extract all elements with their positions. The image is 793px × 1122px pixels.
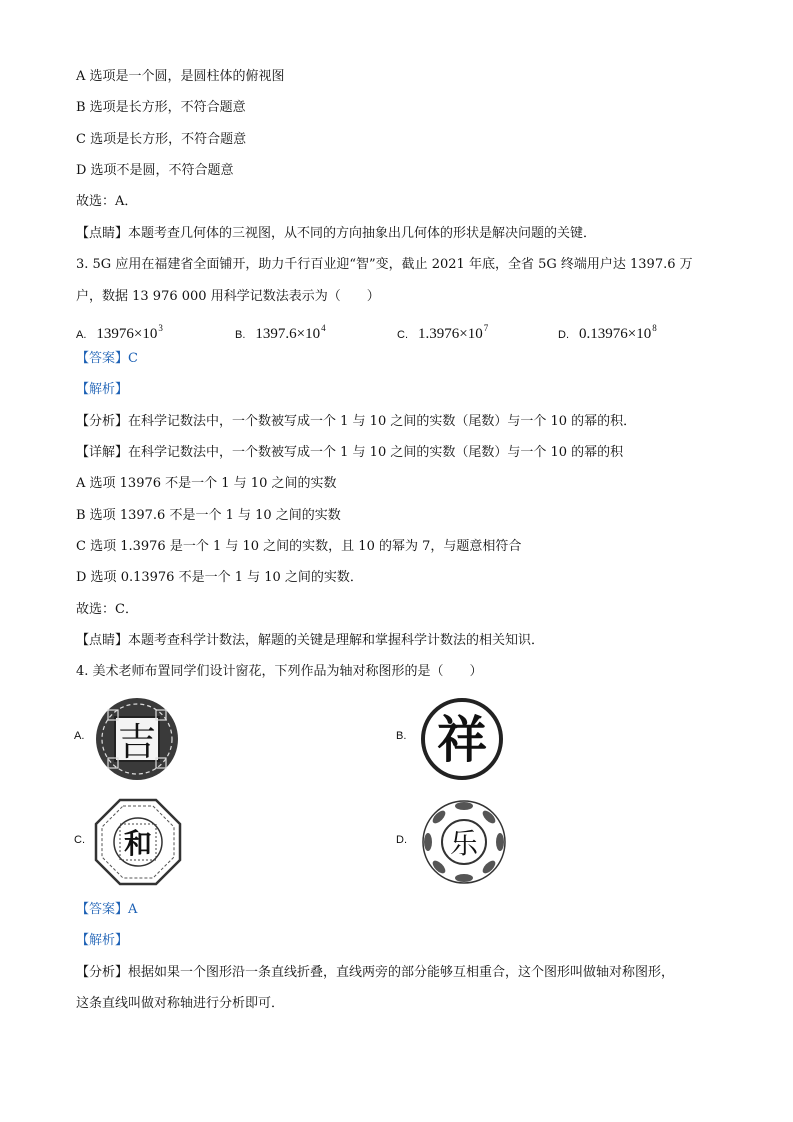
q3-option-d-label: D. — [558, 329, 569, 341]
q4-option-c-char: 和 — [123, 827, 153, 860]
q3-analysis-heading: 【解析】 — [76, 382, 129, 397]
q4-option-d-image — [420, 798, 508, 886]
question-3-line1: 3. 5G 应用在福建省全面铺开，助力千行百业迎“智”变，截止 2021 年底，全省 5G 终端用户达 1397.6 万 — [76, 257, 693, 272]
q4-option-b-char: 祥 — [437, 710, 487, 769]
q3-comment: 【点睛】本题考查科学计数法，解题的关键是理解和掌握科学计数法的相关知识． — [76, 633, 545, 648]
q3-option-c — [397, 318, 488, 345]
q3-option-c-label: C. — [397, 329, 408, 341]
q3-choice: 故选：C． — [76, 602, 138, 617]
line-comment: 【点睛】本题考查几何体的三视图，从不同的方向抽象出几何体的形状是解决问题的关键． — [76, 226, 597, 241]
line-b-option: B 选项是长方形，不符合题意 — [76, 100, 246, 115]
q4-answer: 【答案】A — [76, 902, 138, 917]
q4-analysis-line2: 这条直线叫做对称轴进行分析即可． — [76, 996, 285, 1011]
question-4: 4. 美术老师布置同学们设计窗花，下列作品为轴对称图形的是（ ） — [76, 664, 483, 679]
line-choice: 故选：A． — [76, 194, 138, 209]
q3-option-b — [235, 318, 326, 345]
q4-analysis-heading: 【解析】 — [76, 933, 129, 948]
q3-option-b-label: B. — [235, 329, 246, 341]
q4-option-c-image — [94, 798, 182, 886]
q3-option-a — [76, 318, 163, 345]
q4-option-c-label: C. — [74, 834, 85, 846]
q3-option-a-label: A. — [76, 329, 87, 341]
q4-option-b-image — [420, 697, 504, 781]
q3-detail-c: C 选项 1.3976 是一个 1 与 10 之间的实数，且 10 的幂为 7，与题意相符合 — [76, 539, 522, 554]
line-a-option: A 选项是一个圆，是圆柱体的俯视图 — [76, 69, 285, 84]
line-d-option: D 选项不是圆，不符合题意 — [76, 163, 234, 178]
q4-option-a-label: A. — [74, 730, 85, 742]
q3-detail-d: D 选项 0.13976 不是一个 1 与 10 之间的实数． — [76, 570, 363, 585]
q3-analysis: 【分析】在科学记数法中，一个数被写成一个 1 与 10 之间的实数（尾数）与一个 10 的幂的积． — [76, 414, 637, 429]
q4-analysis-line1: 【分析】根据如果一个图形沿一条直线折叠，直线两旁的部分能够互相重合，这个图形叫做轴对称图形， — [76, 965, 675, 980]
q3-option-b-value: $1397.6\times 10^4$ — [255, 323, 326, 342]
q3-option-d — [558, 318, 657, 345]
q3-option-a-value: $13976\times 10^3$ — [96, 323, 163, 342]
q3-answer: 【答案】C — [76, 351, 138, 366]
q3-option-d-value: $0.13976\times 10^8$ — [579, 323, 657, 342]
q4-option-d-label: D. — [396, 834, 407, 846]
q3-detail-b: B 选项 1397.6 不是一个 1 与 10 之间的实数 — [76, 508, 341, 523]
line-c-option: C 选项是长方形，不符合题意 — [76, 132, 247, 147]
q3-option-c-value: $1.3976\times 10^7$ — [418, 323, 489, 342]
q4-option-a-char: 吉 — [117, 720, 157, 764]
q3-detail: 【详解】在科学记数法中，一个数被写成一个 1 与 10 之间的实数（尾数）与一个 10 的幂的积 — [76, 445, 624, 460]
q3-detail-a: A 选项 13976 不是一个 1 与 10 之间的实数 — [76, 476, 337, 491]
question-3-line2: 户，数据 13 976 000 用科学记数法表示为（ ） — [76, 289, 380, 304]
q4-option-b-label: B. — [396, 730, 407, 742]
q4-option-a-image — [94, 696, 180, 782]
q4-option-d-char: 乐 — [449, 827, 479, 860]
